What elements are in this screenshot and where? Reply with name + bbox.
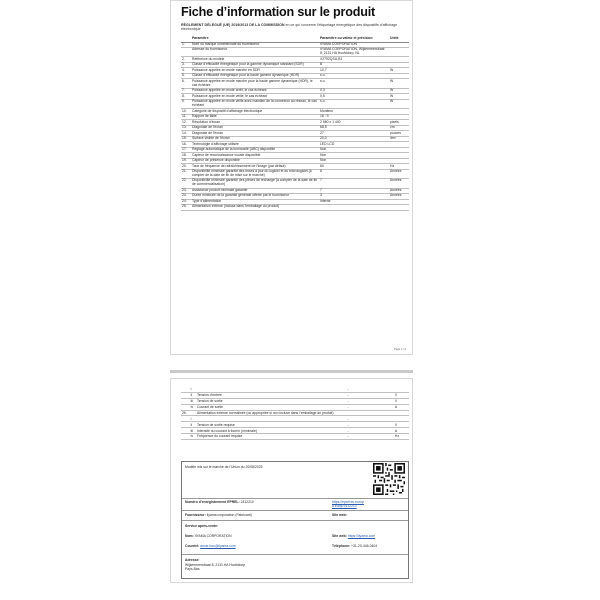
row-value: 27 (319, 131, 389, 137)
row-number: 6. (181, 79, 191, 88)
row-number: 14. (181, 131, 191, 137)
sheet-title: Fiche d’information sur le produit (181, 5, 376, 19)
row-number: 16. (181, 142, 191, 148)
header-parameter: Paramètre (191, 37, 319, 42)
row-number: 15. (181, 136, 191, 142)
row-number: 2. (181, 57, 191, 63)
row-value: Non (319, 158, 389, 164)
row-parameter: Puissance appelée en mode veille avec maintien de la connexion au réseau, le cas échéant (191, 99, 319, 108)
eprel-qr-code[interactable] (373, 463, 405, 495)
row-unit: W (389, 99, 409, 108)
row-unit: pouces (389, 131, 409, 137)
aftersales-name (185, 534, 232, 538)
row-value: 3 (319, 194, 389, 200)
row-unit: V (394, 398, 409, 404)
row-number: 26. (181, 410, 190, 416)
row-unit: Années (389, 188, 409, 194)
row-unit: A (394, 404, 409, 410)
row-number: 10. (181, 109, 191, 115)
table-row (181, 99, 409, 108)
name-value: IIYAMA CORPORATION (194, 534, 232, 538)
row-unit: W (389, 79, 409, 88)
row-parameter: Surface visible de l’écran (191, 136, 319, 142)
row-unit: Hz (389, 164, 409, 170)
address-label: Adresse: (185, 558, 200, 562)
row-parameter: Taux de fréquence de rafraîchissement de l’image (par défaut) (191, 164, 319, 170)
header-value: Paramètre ou valeur et précision (319, 37, 389, 42)
row-parameter: Tension d’entrée (196, 392, 347, 398)
page-number: Page 1 / 2 (394, 348, 406, 351)
row-number: 24. (181, 199, 191, 205)
row-unit: cm (389, 125, 409, 131)
row-value: Non (319, 153, 389, 159)
name-label: Nom: (185, 534, 194, 538)
row-parameter: Fréquence du courant requise (196, 434, 347, 440)
row-parameter: Courant de sortie (196, 404, 347, 410)
row-number: 3. (181, 62, 191, 68)
row-subitem: ii (190, 422, 196, 428)
row-number: 8. (181, 94, 191, 100)
table-row (181, 169, 409, 178)
row-parameter: Puissance appelée en mode marche pour la haute gamme dynamique (HDR), le cas échéant (191, 79, 319, 88)
row-unit: W (389, 94, 409, 100)
row-subitem: iii (190, 428, 196, 434)
row-value: 7 (319, 188, 389, 194)
row-value: 2 560 x 1 440 (319, 120, 389, 126)
supplier-website-label: Site web: (332, 513, 347, 517)
row-value: IIYAMA CORPORATION, Wijkermeerstraat 8, 2131 HA Hoofddorp, NL (319, 48, 389, 57)
phone-label: Téléphone: (332, 544, 351, 548)
row-unit: W (389, 68, 409, 74)
row-number: 13. (181, 125, 191, 131)
header-unit: Unité (389, 37, 409, 42)
row-unit: V (394, 422, 409, 428)
row-parameter: Technologie d’affichage utilisée (191, 142, 319, 148)
email-label: Courriel: (185, 544, 200, 548)
aftersales-email (185, 544, 236, 548)
table-row (181, 205, 409, 211)
row-unit: V (394, 392, 409, 398)
row-value: Moniteur (319, 109, 389, 115)
eprel-number (185, 500, 254, 504)
row-parameter: Référence du modèle (191, 57, 319, 63)
row-subitem: iv (190, 434, 196, 440)
row-value: 16 : 9 (319, 114, 389, 120)
row-parameter: Puissance appelée en mode marche en SDR (191, 68, 319, 74)
regulation-description: en ce qui concerne l’étiquetage énergétique des dispositifs d’affichage électronique (181, 23, 398, 32)
row-value: s.o. (319, 99, 389, 108)
row-value: 60 (319, 164, 389, 170)
row-parameter: Rapport de taille (191, 114, 319, 120)
address-value: Wijkermeerstraat 8, 2131 HA Hoofddorp Pays-Bas (185, 563, 246, 572)
row-unit: dm² (389, 136, 409, 142)
row-number: 20. (181, 164, 191, 170)
divider (182, 510, 408, 511)
aftersales-label: Service après-vente: (185, 524, 219, 528)
row-parameter: Tension de sortie (196, 398, 347, 404)
row-parameter: Adresse du fournisseur. (191, 48, 319, 57)
divider (182, 498, 408, 499)
site-label: Site web: (332, 534, 347, 538)
row-number: 24. (181, 194, 191, 200)
product-info-sheet-page-2 (170, 378, 413, 583)
row-value: 0,3 (319, 88, 389, 94)
row-number: 9. (181, 99, 191, 108)
row-parameter: Tension de sortie requise (196, 422, 347, 428)
row-parameter: Durée minimale de la garantie générale offerte par le fournisseur (191, 194, 319, 200)
row-number: 17. (181, 147, 191, 153)
row-value: - (347, 398, 394, 404)
row-unit: W (389, 88, 409, 94)
row-value: - (347, 422, 394, 428)
row-value: - (347, 387, 394, 392)
row-parameter: Catégorie de dispositif d’affichage électronique (191, 109, 319, 115)
aftersales-website (332, 534, 375, 538)
product-info-table-body (181, 42, 409, 210)
row-number: 12. (181, 120, 191, 126)
row-value: 20,0 (319, 136, 389, 142)
row-parameter: Classe d’efficacité énergétique pour la gamme dynamique standard (SDR) (191, 62, 319, 68)
row-parameter: Puissance appelée en mode veille, le cas échéant (191, 94, 319, 100)
supplier-value: iiyama corporation (Fabricant) (206, 513, 252, 517)
row-parameter: Diagonale de l’écran (191, 131, 319, 137)
power-supply-table-body (181, 387, 409, 439)
row-unit: Années (389, 179, 409, 188)
row-number: 22. (181, 179, 191, 188)
row-parameter: Nom ou marque commerciale du fournisseur. (191, 42, 319, 48)
row-value: - (347, 428, 394, 434)
market-placement-text: Modèle mis sur le marché de l’Union du 20/08/2025 (185, 465, 263, 469)
row-parameter: Type d’alimentation (191, 199, 319, 205)
regulation-reference: RÈGLEMENT DÉLÉGUÉ (UE) 2019/2013 DE LA COMMISSION (181, 23, 285, 27)
row-number: 4. (181, 68, 191, 74)
row-unit: Années (389, 194, 409, 200)
row-value: - (347, 404, 394, 410)
row-value: 0,5 (319, 94, 389, 100)
row-number: 23. (181, 188, 191, 194)
row-number: 5. (181, 73, 191, 79)
row-unit (389, 205, 409, 211)
divider (182, 520, 408, 521)
row-unit: A (394, 428, 409, 434)
row-subitem: ii (190, 392, 196, 398)
row-parameter: Disponibilité minimale garantie des pièces de rechange (à compter de la date de fin de commercialisation) (192, 178, 318, 187)
row-parameter: Diagonale de l’écran (191, 125, 319, 131)
row-parameter: Assistance produit minimale garantie (191, 188, 319, 194)
site-link[interactable]: https://iiyama.com (347, 534, 376, 538)
row-number: 21. (181, 169, 191, 178)
row-subitem: i (190, 387, 196, 392)
row-subitem: iii (190, 398, 196, 404)
row-value: - (347, 416, 394, 422)
row-parameter: Capteur de présence disponible (191, 158, 319, 164)
row-number: 7. (181, 88, 191, 94)
eprel-link[interactable]: https://eprel.ec.europa.eu/qr/2412210 (332, 500, 364, 509)
row-parameter: Résolution d’écran (191, 120, 319, 126)
row-value: LED LCD (319, 142, 389, 148)
row-number (181, 48, 191, 57)
row-parameter: Réglage automatique de la luminosité (ABC) disponible (191, 147, 319, 153)
row-value: 68,5 (319, 125, 389, 131)
email-link[interactable]: annie.hou@iiyama.com (200, 544, 236, 548)
page-separator (170, 370, 413, 373)
row-number: 25. (181, 205, 191, 211)
row-parameter: Disponibilité minimale garantie des mises à jour du logiciel et du micrologiciel (à compter de la date de fin de mise sur le marché) (191, 169, 319, 178)
row-value: - (347, 392, 394, 398)
row-number: 19. (181, 158, 191, 164)
product-info-sheet-page-1 (170, 0, 413, 355)
row-subitem: iv (190, 404, 196, 410)
row-parameter: Alimentation externe normalisée (ou appropriée si non incluse dans l’emballage du produit) (196, 410, 347, 416)
row-parameter: Intensité du courant à fournir (minimale) (196, 428, 347, 434)
row-unit: Années (389, 169, 409, 178)
row-parameter: Alimentation externe (incluse dans l’emballage du produit) (191, 205, 319, 211)
row-value (319, 205, 389, 211)
row-value: Interne (319, 199, 389, 205)
row-unit: Hz (394, 434, 409, 440)
row-parameter: Classe d’efficacité énergétique pour la haute gamme dynamique (HDR) (191, 73, 319, 79)
eprel-value: 2412210 (240, 500, 254, 504)
aftersales-phone (332, 544, 377, 548)
table-row (181, 434, 409, 440)
supplier-label: Fournisseur: (185, 513, 206, 517)
row-value: 8 (319, 169, 389, 178)
table-row (181, 179, 409, 188)
row-value: B (319, 62, 389, 68)
row-value: 7 (319, 179, 389, 188)
table-row (181, 79, 409, 88)
table-row (181, 48, 409, 57)
row-value: s.o. (319, 79, 389, 88)
divider (182, 554, 408, 555)
supplier (185, 513, 252, 517)
row-unit (389, 48, 409, 57)
row-unit: pixels (389, 120, 409, 126)
row-subitem: i (190, 416, 196, 422)
row-value: IIYAMA CORPORATION (319, 42, 389, 48)
eprel-label: Numéro d’enregistrement EPREL: (185, 500, 240, 504)
power-supply-table (181, 387, 409, 440)
row-number: 11. (181, 114, 191, 120)
row-value: X2792QSU-B1 (319, 57, 389, 63)
regulation-note (181, 23, 409, 32)
row-value: 10,7 (319, 68, 389, 74)
row-parameter: Capteur de reconnaissance vocale disponible (191, 153, 319, 159)
product-info-table (181, 37, 409, 211)
row-number: 1. (181, 42, 191, 48)
row-value: - (347, 434, 394, 440)
row-number: 18. (181, 153, 191, 159)
row-parameter: Puissance appelée en mode arrêt, le cas échéant (191, 88, 319, 94)
phone-value: +31-20-446-0404 (351, 544, 378, 548)
row-number (181, 434, 190, 440)
row-value: s.o. (319, 73, 389, 79)
row-value: Non (319, 147, 389, 153)
